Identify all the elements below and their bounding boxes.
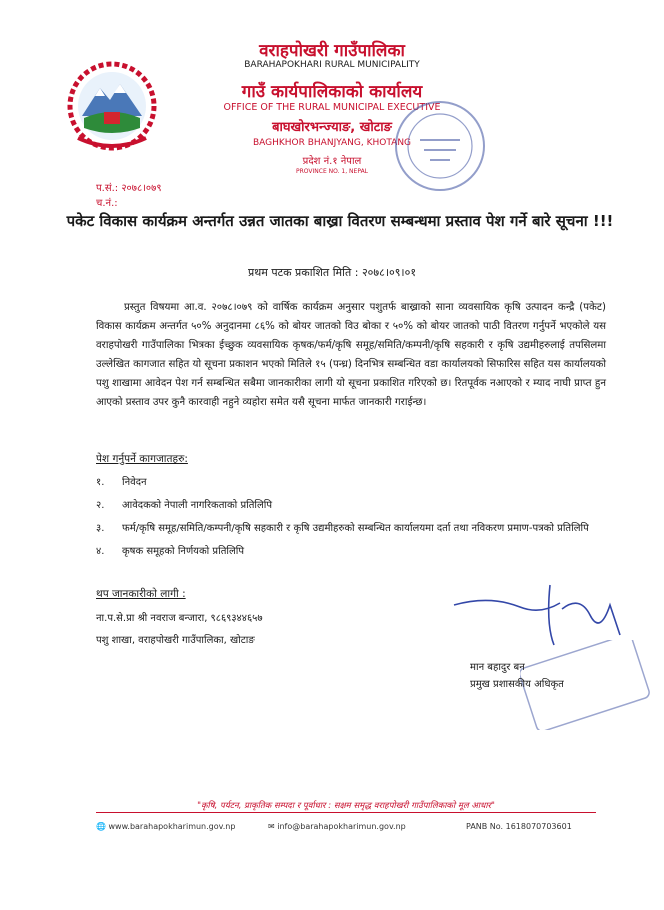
- province-en: PROVINCE NO. 1, NEPAL: [295, 168, 369, 175]
- list-item-number: १.: [96, 477, 105, 488]
- globe-icon: 🌐: [96, 822, 109, 831]
- notice-body: प्रस्तुत विषयमा आ.व. २०७८।०७९ को वार्षिक कार्यक्रम अनुसार पशुतर्फ बाख्राको साना व्यवसायिक कृषि उत्पादन कन्द्रै (पकेट) विकास कार्यक्रम अन्तर्गत ५०% अनुदानमा ८६% को बोयर जातको विउ बोका र ५०% को बोयर जातको पाठी वितरण गर्नुपर्ने भएकोले यस वराहपोखरी गाउँपालिका भित्रका ईच्छुक व्यवसायिक कृषक/फर्म/कृषि समूह/समिति/कम्पनी/कृषि सहकारी र कृषि उद्यमीहरुलाई तपसिलमा उल्लेखित कागजात सहित यो सूचना प्रकाशन भएको मितिले १५ (पन्ध्र) दिनभित्र सम्बन्धित वडा कार्यालयको सिफारिस सहित यस कार्यालयको पशु शाखामा आवेदन पेश गर्न सम्बन्धित सबैमा जानकारीका लागी यो सूचना प्रकाशित गरिएको छ। रितपूर्वक नआएको र म्याद नाघी प्राप्त हुन आएको प्रस्ताव उपर कुनै कारवाही नहुने व्यहोरा समेत यसै सूचना मार्फत जानकारी गराईन्छ।: [96, 302, 606, 408]
- office-name-en: OFFICE OF THE RURAL MUNICIPAL EXECUTIVE: [223, 102, 441, 113]
- list-item-text: निवेदन: [122, 477, 147, 488]
- signatory-designation: प्रमुख प्रशासकीय अधिकृत: [470, 679, 564, 690]
- list-item: [96, 474, 606, 491]
- publication-date: प्रथम पटक प्रकाशित मिति : २०७८।०९।०१: [247, 266, 417, 279]
- province-np: प्रदेश नं.१ नेपाल: [302, 156, 362, 167]
- location-np: बाघखोरभन्ज्याङ, खोटाङ: [272, 120, 392, 135]
- contact-person: ना.प.से.प्रा श्री नवराज बन्जारा, ९८६९३४४६५७: [96, 613, 263, 624]
- notice-title: पकेट विकास कार्यक्रम अन्तर्गत उन्नत जातका बाख्रा वितरण सम्बन्धमा प्रस्ताव पेश गर्ने बारे सूचना !!!: [66, 212, 614, 230]
- documents-heading: पेश गर्नुपर्ने कागजातहरु:: [96, 453, 188, 465]
- list-item: [96, 520, 606, 537]
- footer-website: [96, 822, 235, 831]
- website-text: www.barahapokharimun.gov.np: [108, 822, 236, 831]
- email-text: info@barahapokharimun.gov.np: [277, 822, 406, 831]
- footer-slogan: "कृषि, पर्यटन, प्राकृतिक सम्पदा र पूर्वाधार : सक्षम समृद्ध वराहपोखरी गाउँपालिकाको मूल आधार": [197, 801, 495, 811]
- office-name-np: गाउँ कार्यपालिकाको कार्यालय: [241, 82, 423, 102]
- documents-list: [96, 474, 606, 560]
- signatory-name: मान बहादुर बन: [470, 662, 525, 673]
- list-item-number: ३.: [96, 523, 105, 534]
- footer-pan: PANB No. 1618070703601: [466, 822, 572, 831]
- municipality-name-en: BARAHAPOKHARI RURAL MUNICIPALITY: [244, 60, 420, 70]
- list-item: [96, 497, 606, 514]
- list-item-number: ४.: [96, 546, 105, 557]
- contact-office: पशु शाखा, वराहपोखरी गाउँपालिका, खोटाङ: [96, 635, 255, 646]
- chalani-number: च.नं.:: [96, 198, 118, 209]
- list-item-number: २.: [96, 500, 105, 511]
- reference-number: प.सं.: २०७८।०७९: [96, 183, 162, 194]
- list-item-text: फर्म/कृषि समूह/समिति/कम्पनी/कृषि सहकारी र कृषि उद्यमीहरुको सम्बन्धित कार्यालयमा दर्ता तथा नविकरण प्रमाण-पत्रको प्रतिलिपि: [122, 523, 589, 534]
- list-item-text: कृषक समूहको निर्णयको प्रतिलिपि: [122, 546, 245, 557]
- footer-email: [268, 822, 406, 831]
- list-item: [96, 543, 606, 560]
- list-item-text: आवेदकको नेपाली नागरिकताको प्रतिलिपि: [122, 500, 273, 511]
- municipality-name-np: वराहपोखरी गाउँपालिका: [259, 41, 405, 61]
- footer-divider: [96, 812, 596, 813]
- office-stamp: [390, 96, 490, 196]
- contact-heading: थप जानकारीको लागी :: [96, 588, 186, 600]
- mail-icon: ✉: [268, 822, 278, 831]
- location-en: BAGHKHOR BHANJYANG, KHOTANG: [252, 138, 412, 148]
